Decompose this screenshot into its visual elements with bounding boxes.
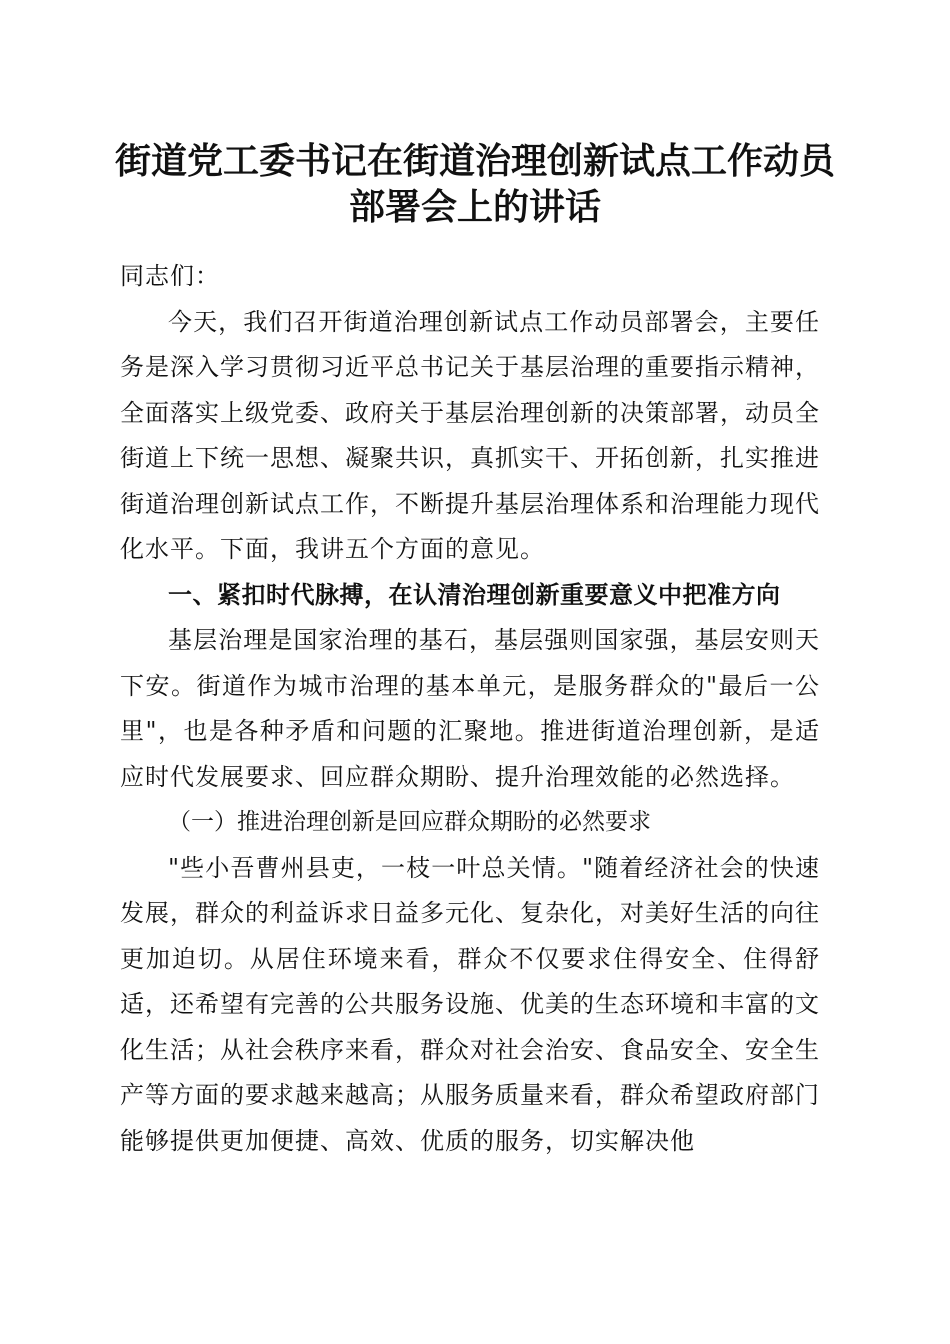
title-line-2: 部署会上的讲话 xyxy=(348,186,601,228)
document-body xyxy=(120,254,820,1164)
document-title xyxy=(100,138,850,230)
section-one-paragraph: 基层治理是国家治理的基石，基层强则国家强，基层安则天下安。街道作为城市治理的基本单元，是服务群众的"最后一公里"，也是各种矛盾和问题的汇聚地。推进街道治理创新，是适应时代发展要求、回应群众期盼、提升治理效能的必然选择。 xyxy=(120,626,820,791)
intro-paragraph: 今天，我们召开街道治理创新试点工作动员部署会，主要任务是深入学习贯彻习近平总书记关于基层治理的重要指示精神，全面落实上级党委、政府关于基层治理创新的决策部署，动员全街道上下统一思想、凝聚共识，真抓实干、开拓创新，扎实推进街道治理创新试点工作，不断提升基层治理体系和治理能力现代化水平。下面，我讲五个方面的意见。 xyxy=(120,307,820,563)
salutation: 同志们： xyxy=(120,262,220,290)
title-line-1: 街道党工委书记在街道治理创新试点工作动员 xyxy=(114,140,835,182)
subsection-heading-one: （一）推进治理创新是回应群众期盼的必然要求 xyxy=(168,809,651,835)
subsection-one-paragraph: "些小吾曹州县吏，一枝一叶总关情。"随着经济社会的快速发展，群众的利益诉求日益多元化、复杂化，对美好生活的向往更加迫切。从居住环境来看，群众不仅要求住得安全、住得舒适，还希望有完善的公共服务设施、优美的生态环境和丰富的文化生活；从社会秩序来看，群众对社会治安、食品安全、安全生产等方面的要求越来越高；从服务质量来看，群众希望政府部门能够提供更加便捷、高效、优质的服务，切实解决他 xyxy=(120,853,820,1155)
section-heading-one: 一、紧扣时代脉搏，在认清治理创新重要意义中把准方向 xyxy=(168,580,781,609)
